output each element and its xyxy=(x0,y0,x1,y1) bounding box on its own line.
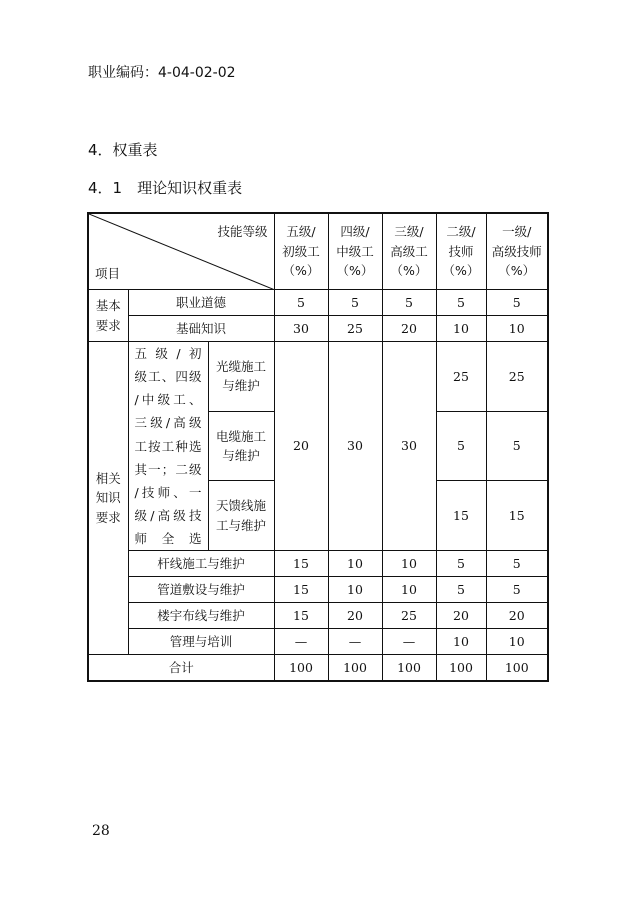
cell: 5 xyxy=(436,290,486,316)
cell: 10 xyxy=(328,551,382,577)
column-header: 四级/ 中级工 （%） xyxy=(328,213,382,290)
cell: 30 xyxy=(382,342,436,551)
cell: 25 xyxy=(382,603,436,629)
total-label: 合计 xyxy=(88,655,274,682)
cell: 20 xyxy=(436,603,486,629)
table-row xyxy=(88,577,548,603)
section-title: 4．权重表 xyxy=(88,141,158,159)
section-subtitle: 4．1 理论知识权重表 xyxy=(88,179,243,197)
column-header: 二级/ 技师 （%） xyxy=(436,213,486,290)
related-knowledge-label: 相关 知识 要求 xyxy=(88,342,128,655)
row-label: 杆线施工与维护 xyxy=(128,551,274,577)
cell: 100 xyxy=(274,655,328,682)
cell: 10 xyxy=(486,629,548,655)
cell: 5 xyxy=(486,411,548,481)
table-row xyxy=(88,316,548,342)
cell: — xyxy=(274,629,328,655)
row-label: 楼宇布线与维护 xyxy=(128,603,274,629)
cell: 20 xyxy=(274,342,328,551)
cell: 5 xyxy=(486,577,548,603)
cell: 25 xyxy=(486,342,548,412)
cell: 10 xyxy=(486,316,548,342)
cell: 15 xyxy=(274,603,328,629)
table-row xyxy=(88,290,548,316)
cell: 20 xyxy=(382,316,436,342)
cell: 25 xyxy=(328,316,382,342)
cell: 10 xyxy=(436,316,486,342)
cell: 100 xyxy=(486,655,548,682)
cell: 100 xyxy=(382,655,436,682)
row-label: 基础知识 xyxy=(128,316,274,342)
cell: 5 xyxy=(436,551,486,577)
table-header-row xyxy=(88,213,548,290)
cell: — xyxy=(328,629,382,655)
elective-note: 五级/初 级工、四级 /中级工、 三级/高级 工按工种选 其一；二级 /技师、一 级/高级技 师全选 xyxy=(128,342,208,551)
table-row xyxy=(88,551,548,577)
cell: 25 xyxy=(436,342,486,412)
page-number: 28 xyxy=(92,823,110,839)
column-header: 五级/ 初级工 （%） xyxy=(274,213,328,290)
cell: 5 xyxy=(436,411,486,481)
cell: 10 xyxy=(382,577,436,603)
cell: 10 xyxy=(328,577,382,603)
row-label: 职业道德 xyxy=(128,290,274,316)
column-header: 三级/ 高级工 （%） xyxy=(382,213,436,290)
cell: 5 xyxy=(274,290,328,316)
cell: 20 xyxy=(486,603,548,629)
row-label: 电缆施工 与维护 xyxy=(208,411,274,481)
cell: 5 xyxy=(382,290,436,316)
cell: 15 xyxy=(486,481,548,551)
row-label: 光缆施工 与维护 xyxy=(208,342,274,412)
cell: 30 xyxy=(328,342,382,551)
cell: 100 xyxy=(328,655,382,682)
cell: 15 xyxy=(436,481,486,551)
header-corner xyxy=(88,213,274,290)
cell: 100 xyxy=(436,655,486,682)
row-label: 管理与培训 xyxy=(128,629,274,655)
cell: 15 xyxy=(274,551,328,577)
cell: 30 xyxy=(274,316,328,342)
occupation-code: 职业编码：4-04-02-02 xyxy=(88,65,236,81)
cell: 10 xyxy=(436,629,486,655)
corner-item: 项目 xyxy=(95,265,121,281)
weight-table xyxy=(87,212,549,682)
cell: 5 xyxy=(486,551,548,577)
cell: 5 xyxy=(328,290,382,316)
cell: 15 xyxy=(274,577,328,603)
cell: 20 xyxy=(328,603,382,629)
cell: 5 xyxy=(436,577,486,603)
table-row xyxy=(88,629,548,655)
corner-skill-level: 技能等级 xyxy=(217,224,268,239)
total-row xyxy=(88,655,548,682)
row-label: 天馈线施 工与维护 xyxy=(208,481,274,551)
cell: 10 xyxy=(382,551,436,577)
table-row xyxy=(88,603,548,629)
cell: 5 xyxy=(486,290,548,316)
cell: — xyxy=(382,629,436,655)
basic-requirements-label: 基本 要求 xyxy=(88,290,128,342)
table-row xyxy=(88,342,548,412)
row-label: 管道敷设与维护 xyxy=(128,577,274,603)
column-header: 一级/ 高级技师 （%） xyxy=(486,213,548,290)
